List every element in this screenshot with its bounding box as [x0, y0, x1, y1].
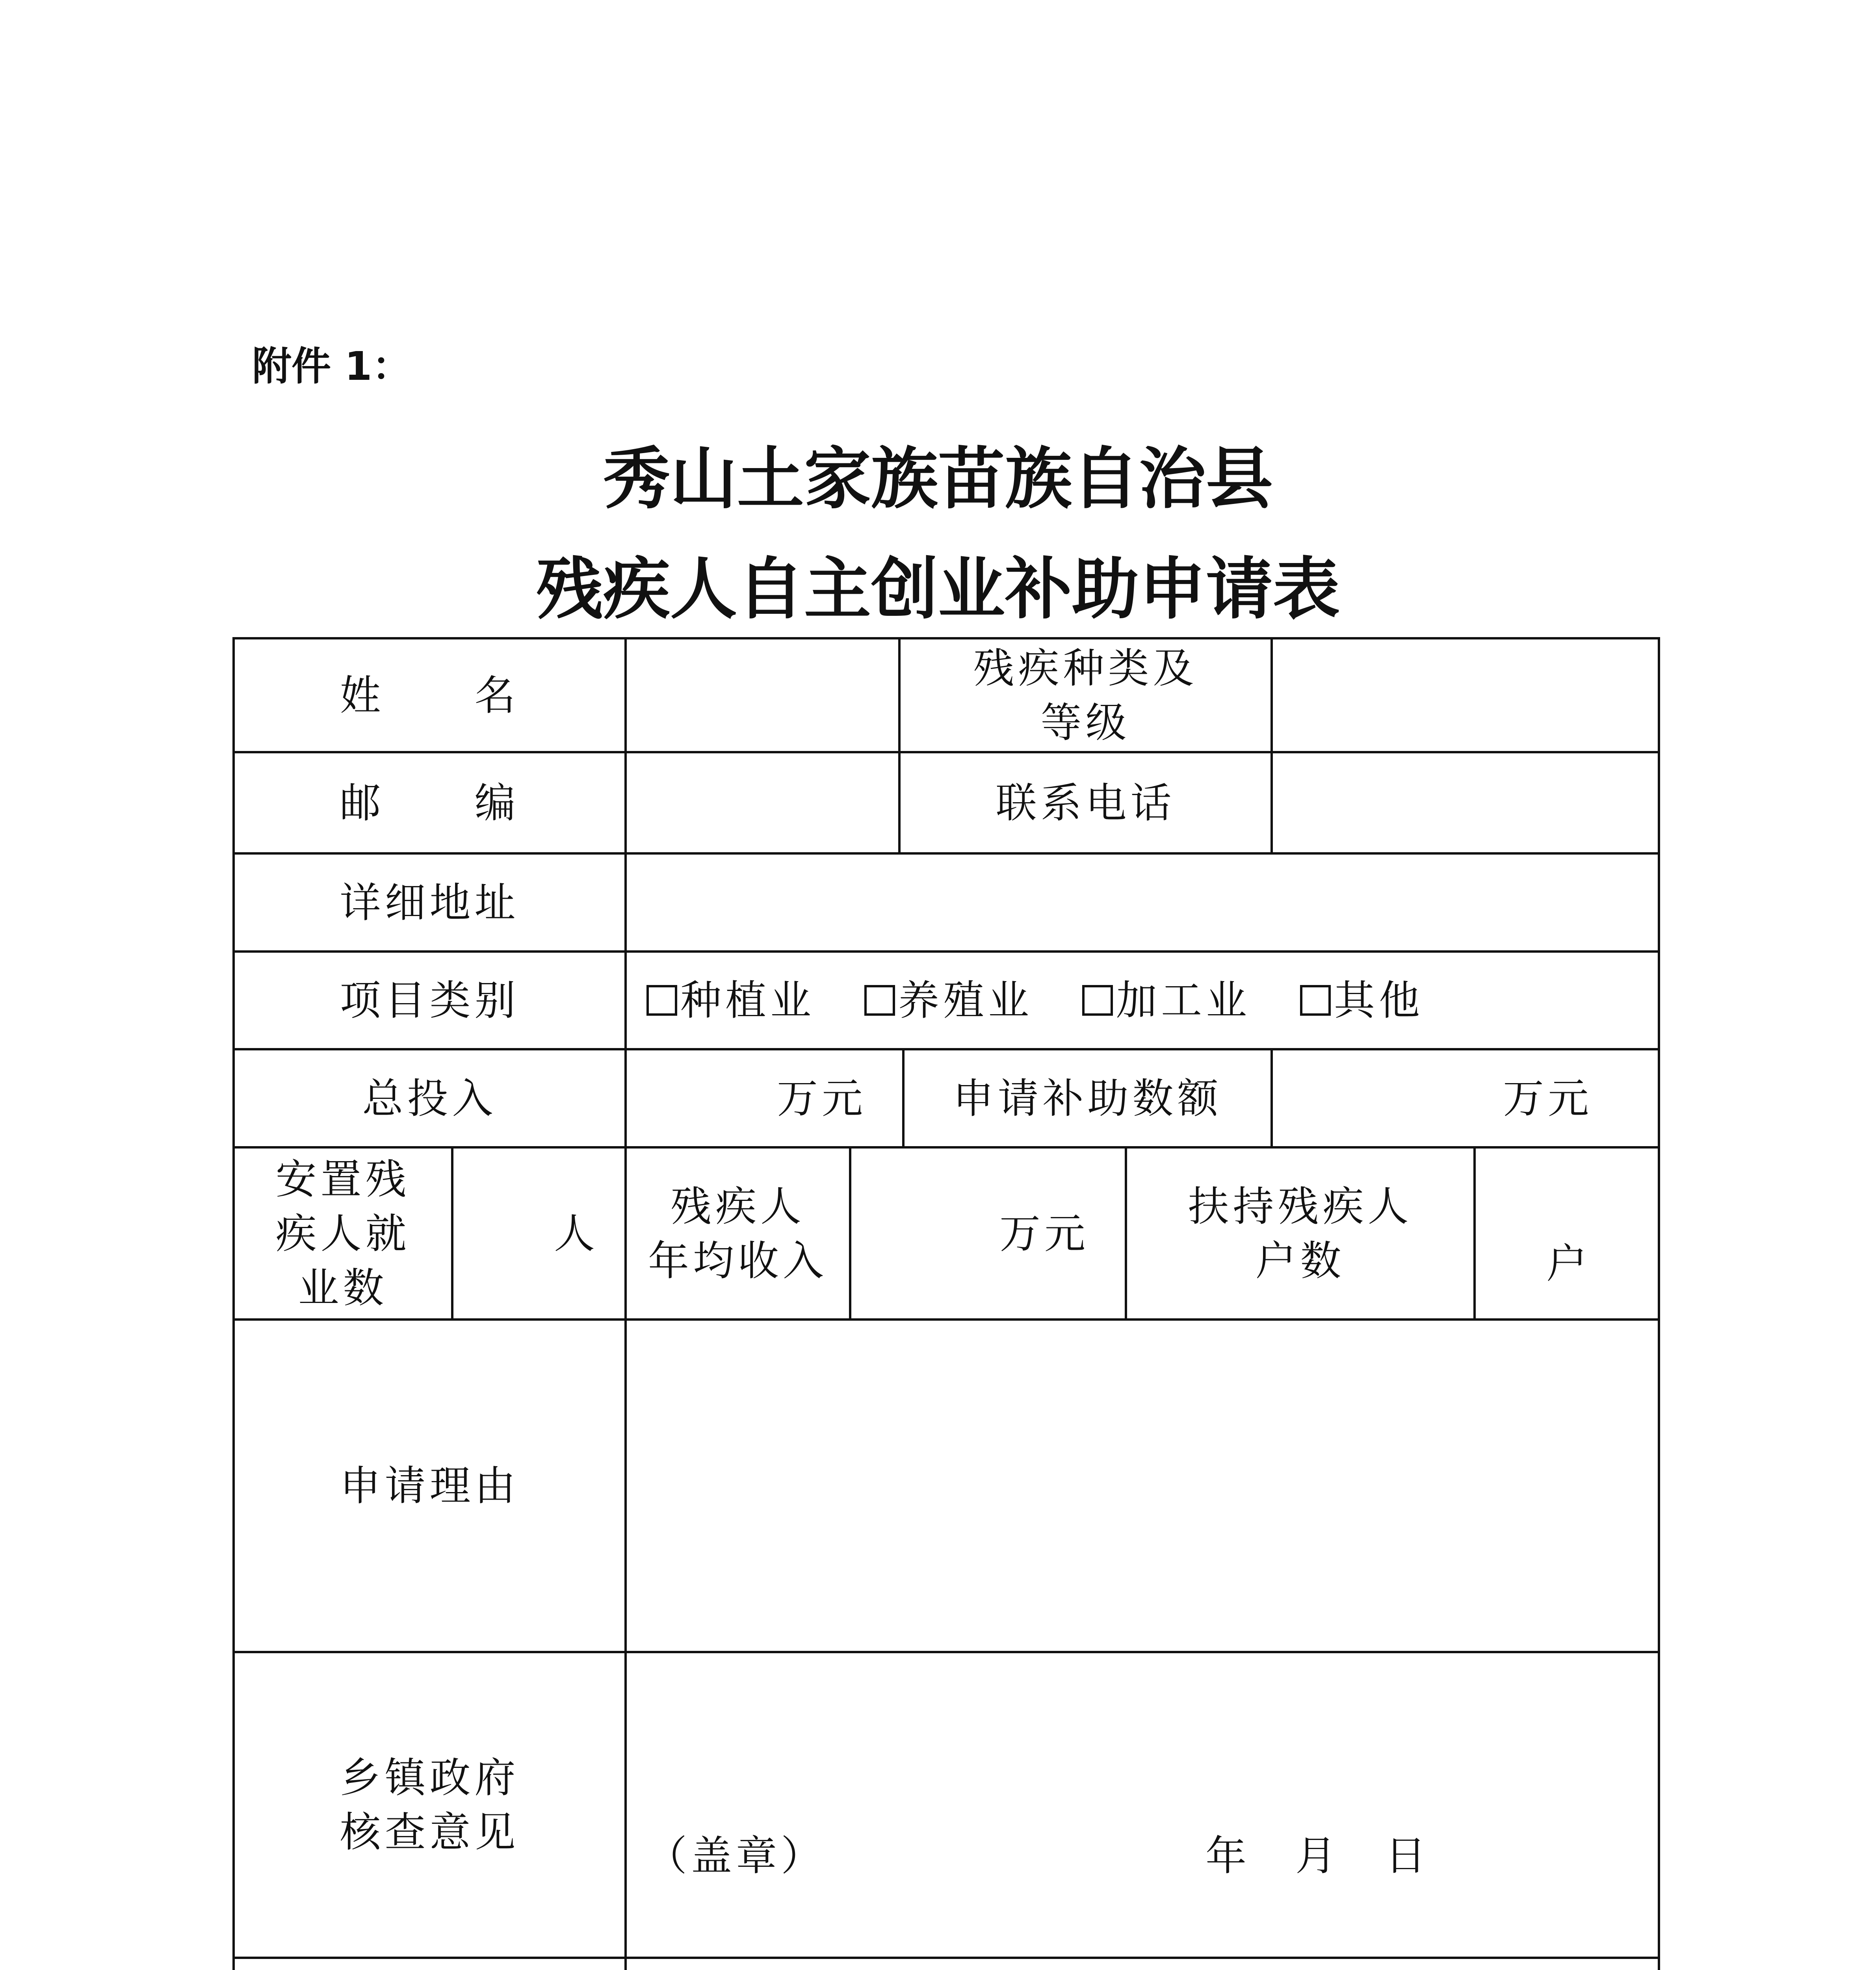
address-label: 详细地址 [340, 878, 520, 927]
project-category-label: 项目类别 [340, 976, 520, 1024]
supported-households-label: 扶持残疾人 户数 [1188, 1182, 1413, 1285]
category-option-label: 种植业 [680, 976, 815, 1024]
avg-income-label: 残疾人 年均收入 [648, 1182, 828, 1285]
attachment-label: 附件 1： [252, 343, 412, 389]
total-investment-field[interactable] [627, 1050, 902, 1146]
total-investment-unit: 万元 [776, 1074, 867, 1123]
avg-income-field[interactable] [851, 1149, 1125, 1318]
placement-field[interactable] [453, 1149, 624, 1318]
disability-type-field[interactable] [1273, 639, 1658, 751]
reason-label: 申请理由 [340, 1462, 520, 1510]
phone-field[interactable] [1273, 753, 1658, 852]
form-title-line1: 秀山土家族苗族自治县 [603, 439, 1273, 518]
form-title-line2: 残疾人自主创业补助申请表 [536, 550, 1340, 628]
township-date: 年 月 日 [1205, 1832, 1430, 1880]
subsidy-amount-unit: 万元 [1503, 1074, 1593, 1123]
placement-unit: 人 [554, 1209, 595, 1258]
category-option-breeding[interactable] [864, 973, 1033, 1028]
category-option-label: 其他 [1334, 976, 1424, 1024]
checkbox-icon[interactable] [1300, 985, 1331, 1016]
phone-label: 联系电话 [996, 779, 1176, 827]
name-field[interactable] [627, 639, 898, 751]
subsidy-amount-field[interactable] [1273, 1050, 1658, 1146]
category-option-other[interactable] [1300, 973, 1424, 1028]
subsidy-amount-label: 申请补助数额 [953, 1074, 1222, 1123]
category-option-planting[interactable] [646, 973, 815, 1028]
household-unit: 户 [1546, 1240, 1587, 1288]
placement-label: 安置残 疾人就 业数 [275, 1155, 410, 1312]
supported-households-field[interactable] [1476, 1149, 1658, 1318]
category-option-label: 加工业 [1116, 976, 1251, 1024]
category-option-processing[interactable] [1082, 973, 1251, 1028]
total-investment-label: 总投入 [362, 1074, 497, 1123]
name-label: 姓 名 [340, 671, 520, 719]
avg-income-unit: 万元 [999, 1209, 1089, 1258]
township-opinion-label: 乡镇政府 核查意见 [340, 1754, 520, 1856]
postcode-label: 邮 编 [340, 779, 520, 827]
table-border-right [1658, 637, 1660, 1970]
checkbox-icon[interactable] [1082, 985, 1113, 1016]
checkbox-icon[interactable] [864, 985, 895, 1016]
checkbox-icon[interactable] [646, 985, 677, 1016]
reason-field[interactable] [627, 1321, 1658, 1651]
county-opinion-field[interactable] [627, 1959, 1658, 1970]
postcode-field[interactable] [627, 753, 898, 852]
category-option-label: 养殖业 [898, 976, 1033, 1024]
seal-text: （盖章） [646, 1832, 826, 1880]
disability-type-label: 残疾种类及 等级 [973, 644, 1198, 747]
address-field[interactable] [627, 855, 1658, 950]
project-category-options [627, 953, 1658, 1048]
county-opinion-label [235, 1959, 624, 1970]
township-opinion-field[interactable] [627, 1653, 1658, 1957]
